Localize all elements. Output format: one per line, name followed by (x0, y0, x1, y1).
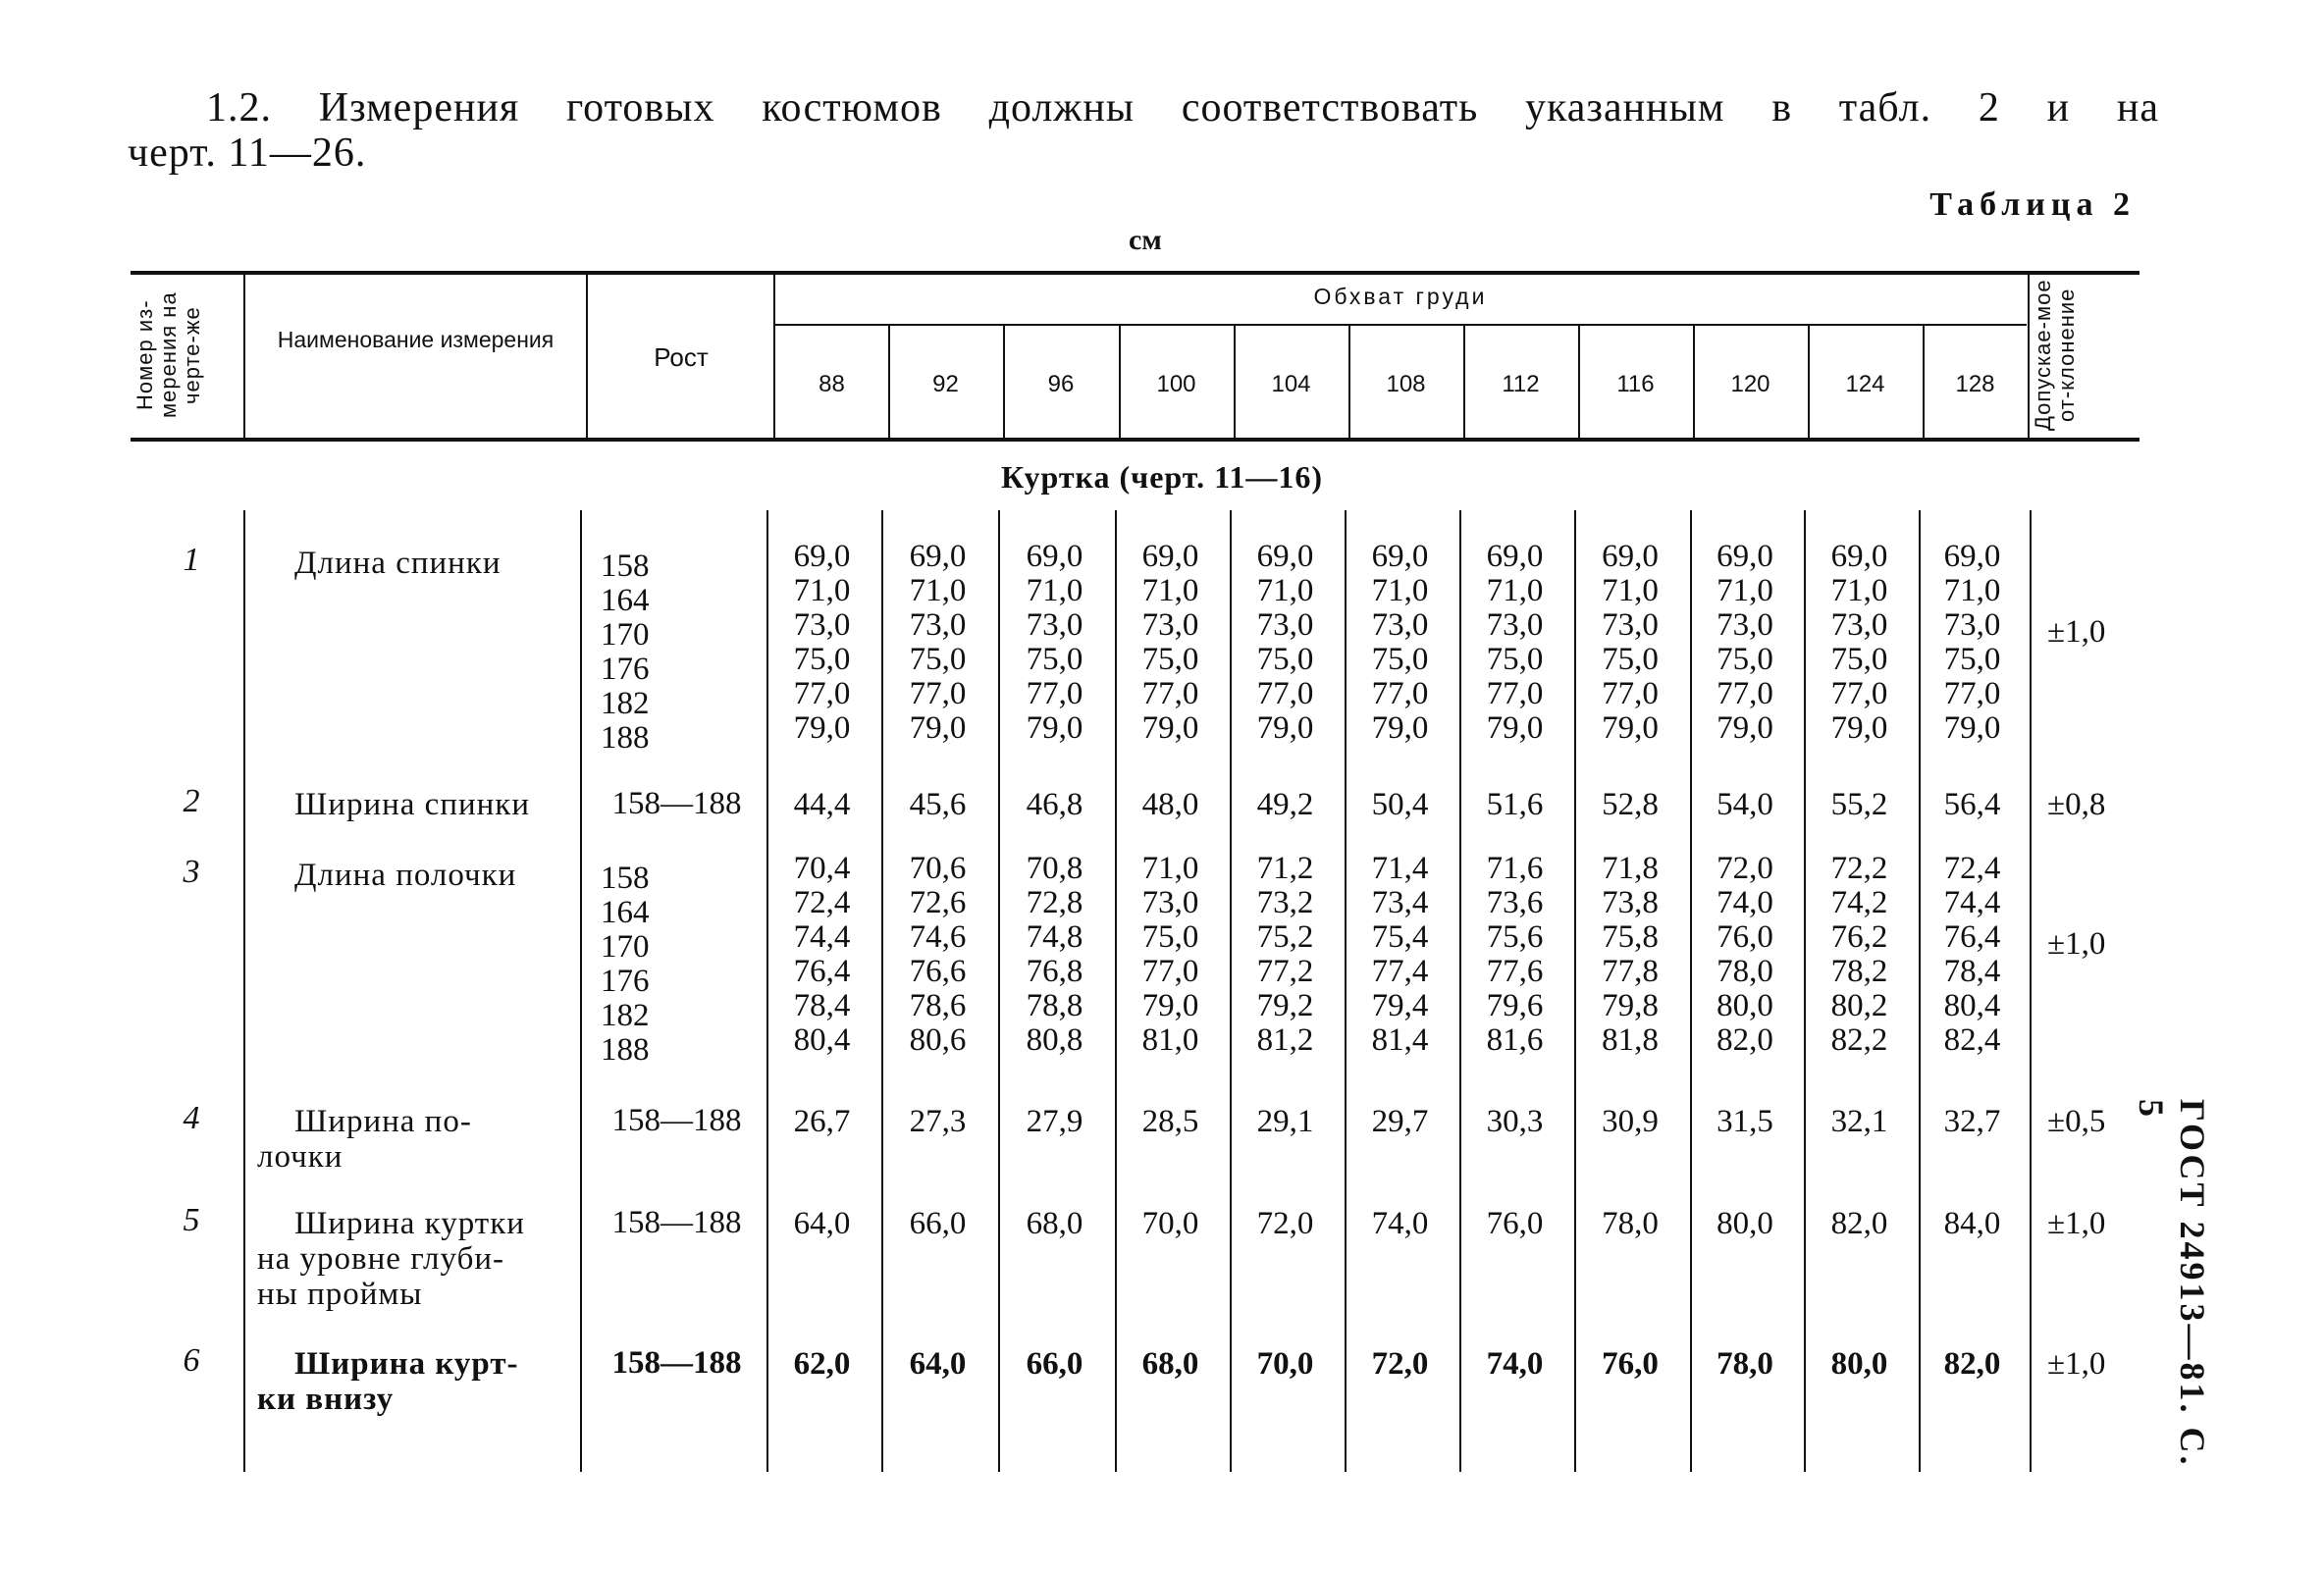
height-value: 158—188 (611, 1345, 742, 1381)
intro-paragraph-line-2: черт. 11—26. (128, 131, 367, 176)
chest-size-label: 96 (1047, 371, 1075, 397)
chest-size-label: 128 (1955, 371, 1995, 397)
intro-paragraph-line-1: 1.2. Измерения готовых костюмов должны соответствовать указанным в табл. 2 и на (206, 85, 2159, 131)
table-cell: 62,0 (793, 1346, 851, 1382)
table-cell: 45,6 (909, 787, 967, 822)
measurement-name-line: ны проймы (257, 1277, 423, 1312)
unit-label: см (1129, 224, 1162, 256)
measurement-number: 4 (183, 1100, 200, 1136)
height-value: 158 164 170 176 182 188 (601, 549, 650, 756)
table-cell: 68,0 (1141, 1346, 1199, 1382)
table-cell: 72,4 74,4 76,4 78,4 80,4 82,4 (1943, 851, 2001, 1058)
chest-size-label: 104 (1271, 371, 1311, 397)
table-cell: 69,0 71,0 73,0 75,0 77,0 79,0 (793, 539, 851, 746)
header-name: Наименование измерения (277, 327, 555, 352)
header-number: Номер из-мерения на черте-же (132, 291, 204, 419)
table-cell: 69,0 71,0 73,0 75,0 77,0 79,0 (1256, 539, 1314, 746)
header-divider (773, 273, 775, 440)
header-divider (243, 273, 245, 440)
table-cell: 70,4 72,4 74,4 76,4 78,4 80,4 (793, 851, 851, 1058)
table-cell: 74,0 (1371, 1206, 1429, 1241)
table-cell: 69,0 71,0 73,0 75,0 77,0 79,0 (1830, 539, 1888, 746)
table-cell: 72,0 74,0 76,0 78,0 80,0 82,0 (1717, 851, 1773, 1058)
table-cell: 70,8 72,8 74,8 76,8 78,8 80,8 (1026, 851, 1083, 1058)
table-cell: 78,0 (1717, 1346, 1773, 1382)
tolerance-value: ±1,0 (2047, 1206, 2106, 1241)
table-cell: 69,0 71,0 73,0 75,0 77,0 79,0 (1486, 539, 1544, 746)
tolerance-value: ±1,0 (2047, 614, 2106, 650)
measurement-name-line: Ширина спинки (294, 787, 530, 822)
measurement-number: 2 (183, 783, 200, 819)
table-cell: 70,0 (1141, 1206, 1199, 1241)
measurement-name (257, 1346, 581, 1417)
table-cell: 32,7 (1943, 1104, 2001, 1139)
measurement-name (257, 1104, 581, 1175)
column-divider (580, 510, 582, 1472)
table-cell: 52,8 (1602, 787, 1659, 822)
table-cell: 64,0 (909, 1346, 967, 1382)
measurement-name-line: ки внизу (257, 1382, 395, 1417)
table-cell: 29,1 (1256, 1104, 1314, 1139)
header-chest-girth: Обхват груди (1313, 284, 1488, 309)
table-cell: 27,9 (1026, 1104, 1083, 1139)
column-divider (243, 510, 245, 1472)
measurement-name-line: Ширина куртки (294, 1206, 525, 1241)
table-cell: 71,8 73,8 75,8 77,8 79,8 81,8 (1602, 851, 1659, 1058)
chest-size-label: 92 (932, 371, 959, 397)
table-cell: 78,0 (1602, 1206, 1659, 1241)
tolerance-value: ±1,0 (2047, 926, 2106, 962)
measurement-name-line: лочки (257, 1139, 343, 1175)
page-footer: ГОСТ 24913—81. С. 5 (2132, 1099, 2212, 1468)
height-value: 158 164 170 176 182 188 (601, 861, 650, 1068)
table-cell: 30,3 (1486, 1104, 1544, 1139)
table-cell: 26,7 (793, 1104, 851, 1139)
column-divider (2030, 510, 2032, 1472)
table-cell: 72,2 74,2 76,2 78,2 80,2 82,2 (1830, 851, 1888, 1058)
chest-size-label: 120 (1730, 371, 1770, 397)
measurement-name-line: Длина спинки (294, 546, 502, 581)
header-divider (586, 273, 588, 440)
table-cell: 69,0 71,0 73,0 75,0 77,0 79,0 (1717, 539, 1773, 746)
table-cell: 55,2 (1830, 787, 1888, 822)
table-cell: 84,0 (1943, 1206, 2001, 1241)
chest-size-label: 124 (1845, 371, 1885, 397)
table-cell: 72,0 (1371, 1346, 1429, 1382)
table-cell: 82,0 (1830, 1206, 1888, 1241)
table-cell: 72,0 (1256, 1206, 1314, 1241)
table-cell: 48,0 (1141, 787, 1199, 822)
section-title: Куртка (черт. 11—16) (1001, 459, 1323, 495)
measurement-name (257, 858, 581, 893)
table-cell: 64,0 (793, 1206, 851, 1241)
table-cell: 68,0 (1026, 1206, 1083, 1241)
measurement-number: 6 (183, 1342, 200, 1379)
table-cell: 32,1 (1830, 1104, 1888, 1139)
header-divider (2028, 273, 2030, 440)
measurement-name-line: Ширина курт- (294, 1346, 519, 1382)
table-cell: 49,2 (1256, 787, 1314, 822)
table-cell: 80,0 (1717, 1206, 1773, 1241)
table-cell: 66,0 (909, 1206, 967, 1241)
table-cell: 51,6 (1486, 787, 1544, 822)
table-cell: 69,0 71,0 73,0 75,0 77,0 79,0 (1943, 539, 2001, 746)
height-value: 158—188 (611, 786, 742, 821)
measurement-name (257, 1206, 581, 1312)
table-cell: 46,8 (1026, 787, 1083, 822)
measurement-number: 5 (183, 1202, 200, 1238)
table-cell: 71,2 73,2 75,2 77,2 79,2 81,2 (1256, 851, 1314, 1058)
chest-size-label: 116 (1616, 371, 1655, 397)
table-cell: 56,4 (1943, 787, 2001, 822)
table-label: Таблица 2 (1929, 186, 2136, 223)
chest-size-label: 100 (1156, 371, 1196, 397)
table-cell: 54,0 (1717, 787, 1773, 822)
measurement-name (257, 787, 581, 822)
chest-group-rule (775, 324, 2027, 326)
measurement-name-line: Длина полочки (294, 858, 517, 893)
table-cell: 69,0 71,0 73,0 75,0 77,0 79,0 (909, 539, 967, 746)
table-cell: 71,0 73,0 75,0 77,0 79,0 81,0 (1141, 851, 1199, 1058)
measurement-number: 3 (183, 854, 200, 890)
header-bottom-rule (131, 438, 2139, 442)
table-top-rule (131, 271, 2139, 275)
header-height: Рост (654, 342, 709, 372)
table-cell: 69,0 71,0 73,0 75,0 77,0 79,0 (1371, 539, 1429, 746)
chest-size-label: 88 (819, 371, 845, 397)
table-cell: 69,0 71,0 73,0 75,0 77,0 79,0 (1602, 539, 1659, 746)
table-cell: 31,5 (1717, 1104, 1773, 1139)
table-cell: 69,0 71,0 73,0 75,0 77,0 79,0 (1026, 539, 1083, 746)
tolerance-value: ±0,8 (2047, 787, 2106, 822)
table-cell: 70,0 (1256, 1346, 1314, 1382)
measurement-number: 1 (183, 542, 200, 578)
tolerance-value: ±1,0 (2047, 1346, 2106, 1382)
table-cell: 69,0 71,0 73,0 75,0 77,0 79,0 (1141, 539, 1199, 746)
table-cell: 30,9 (1602, 1104, 1659, 1139)
height-value: 158—188 (611, 1103, 742, 1138)
table-cell: 71,4 73,4 75,4 77,4 79,4 81,4 (1371, 851, 1429, 1058)
measurement-name (257, 546, 581, 581)
table-cell: 27,3 (909, 1104, 967, 1139)
table-cell: 82,0 (1943, 1346, 2001, 1382)
table-cell: 80,0 (1830, 1346, 1888, 1382)
measurement-name-line: Ширина по- (294, 1104, 472, 1139)
table-cell: 28,5 (1141, 1104, 1199, 1139)
header-tolerance: Допускае-мое от-клонение (2031, 279, 2079, 432)
table-cell: 50,4 (1371, 787, 1429, 822)
table-cell: 74,0 (1486, 1346, 1544, 1382)
table-cell: 44,4 (793, 787, 851, 822)
table-cell: 70,6 72,6 74,6 76,6 78,6 80,6 (909, 851, 967, 1058)
height-value: 158—188 (611, 1205, 742, 1240)
measurement-name-line: на уровне глуби- (257, 1241, 505, 1277)
table-cell: 76,0 (1602, 1346, 1659, 1382)
tolerance-value: ±0,5 (2047, 1104, 2106, 1139)
chest-size-label: 108 (1386, 371, 1426, 397)
table-cell: 76,0 (1486, 1206, 1544, 1241)
table-cell: 29,7 (1371, 1104, 1429, 1139)
table-cell: 71,6 73,6 75,6 77,6 79,6 81,6 (1486, 851, 1544, 1058)
table-cell: 66,0 (1026, 1346, 1083, 1382)
chest-size-label: 112 (1502, 371, 1540, 397)
